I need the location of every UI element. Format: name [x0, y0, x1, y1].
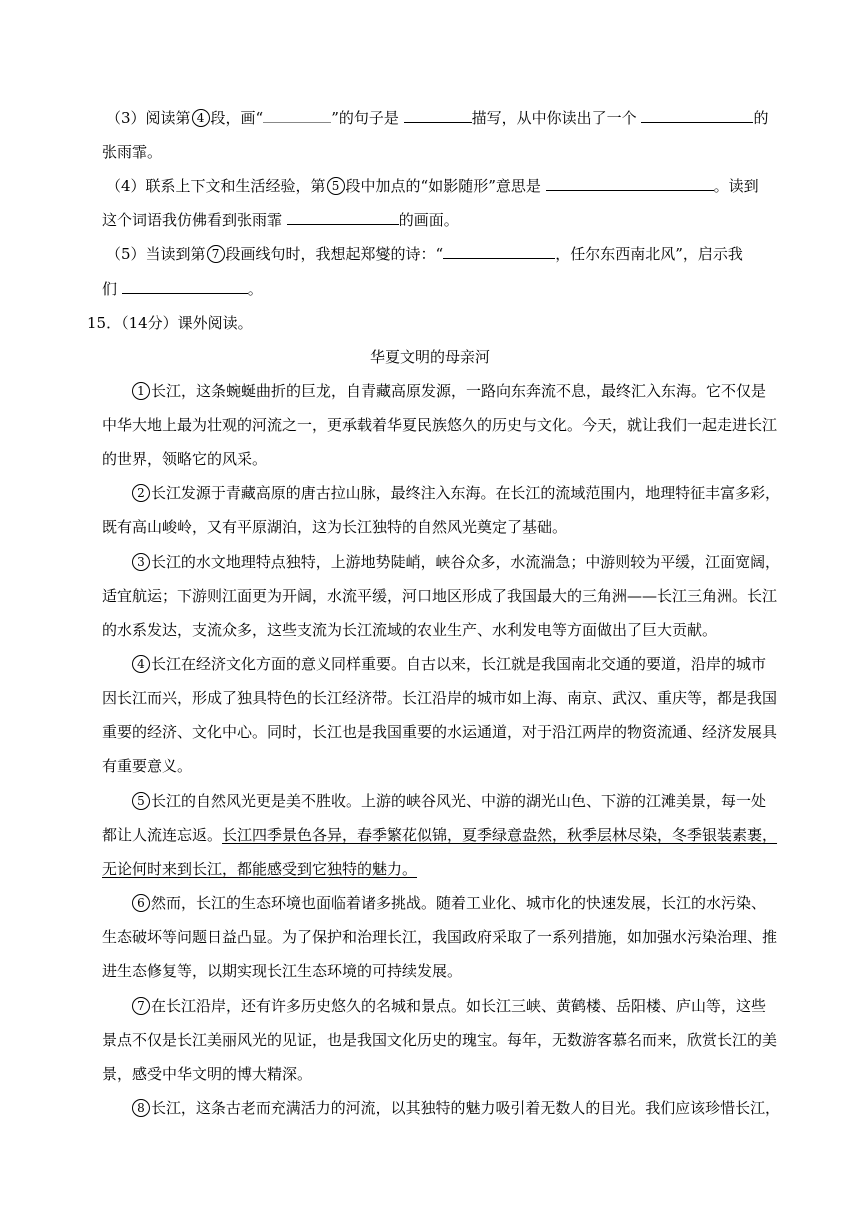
paragraph-3-line: 的水系发达，支流众多，这些支流为长江流域的农业生产、水利发电等方面做出了巨大贡献。 — [102, 621, 718, 639]
circled-number: 3 — [132, 553, 150, 571]
paragraph-1-line: 的世界，领略它的风采。 — [102, 450, 268, 468]
paragraph-2-line: 既有高山峻岭，又有平原湖泊，这为长江独特的自然风光奠定了基础。 — [102, 518, 568, 536]
circled-number: 7 — [132, 997, 150, 1015]
answer-blank[interactable] — [404, 108, 472, 123]
underlined-sentence: 长江四季景色各异，春季繁花似锦，夏季绿意盎然，秋季层林尽染，冬季银装素裹， — [222, 826, 778, 844]
paragraph-1-line: 中华大地上最为壮观的河流之一，更承载着华夏民族悠久的历史与文化。今天，就让我们一起走进长江 — [102, 416, 778, 434]
circled-number: 4 — [192, 109, 210, 127]
article-title: 华夏文明的母亲河 — [369, 348, 490, 366]
circled-number: 1 — [132, 382, 150, 400]
circled-number: 2 — [132, 484, 150, 502]
paragraph-5-line: 都让人流连忘返。长江四季景色各异，春季繁花似锦，夏季绿意盎然，秋季层林尽染，冬季银装素裹， — [102, 826, 778, 844]
answer-blank[interactable] — [641, 108, 753, 123]
paragraph-4-line: 重要的经济、文化中心。同时，长江也是我国重要的水运通道，对于沿江两岸的物资流通、经济发展具 — [102, 723, 778, 741]
paragraph-3-line: 适宜航运；下游则江面更为开阔，水流平缓，河口地区形成了我国最大的三角洲——长江三角洲。长江 — [102, 587, 778, 605]
paragraph-7-line: 景，感受中华文明的博大精深。 — [102, 1065, 313, 1083]
circled-number: 5 — [132, 792, 150, 810]
paragraph-6-line: 6 然而，长江的生态环境也面临着诸多挑战。随着工业化、城市化的快速发展，长江的水污染、 — [131, 892, 766, 914]
circled-number: 8 — [132, 1099, 150, 1117]
paragraph-6-line: 生态破坏等问题日益凸显。为了保护和治理长江，我国政府采取了一系列措施，如加强水污染治理、推 — [102, 928, 778, 946]
circled-number: 5 — [327, 177, 345, 195]
question-5-line-1: （5）当读到第 7 段画线句时，我想起郑燮的诗：“ ，任尔东西南北风”，启示我 — [106, 245, 743, 263]
circled-number: 4 — [132, 655, 150, 673]
paragraph-8-line: 8 长江，这条古老而充满活力的河流，以其独特的魅力吸引着无数人的目光。我们应该珍惜长江， — [131, 1097, 780, 1119]
answer-blank[interactable] — [122, 279, 248, 294]
paragraph-4-line: 因长江而兴，形成了独具特色的长江经济带。长江沿岸的城市如上海、南京、武汉、重庆等，都是我国 — [102, 689, 778, 707]
paragraph-6-line: 进生态修复等，以期实现长江生态环境的可持续发展。 — [102, 962, 463, 980]
question-3-prefix: （3）阅读第 — [106, 109, 191, 127]
answer-blank[interactable] — [443, 244, 555, 259]
paragraph-3-line: 3 长江的水文地理特点独特，上游地势陡峭，峡谷众多，水流湍急；中游则较为平缓，江面宽阔， — [131, 551, 780, 573]
paragraph-2-line: 2 长江发源于青藏高原的唐古拉山脉，最终注入东海。在长江的流域范围内，地理特征丰富多彩， — [131, 482, 780, 504]
question-3-line-1: （3）阅读第 4 段，画“ ”的句子是 描写，从中你读出了一个 的 — [106, 109, 769, 127]
paragraph-5-line: 5 长江的自然风光更是美不胜收。上游的峡谷风光、中游的湖光山色、下游的江滩美景，每一处 — [131, 790, 766, 812]
answer-blank[interactable] — [263, 108, 331, 123]
paragraph-5-line — [102, 858, 417, 880]
answer-blank[interactable] — [546, 176, 714, 191]
paragraph-4-line: 4 长江在经济文化方面的意义同样重要。自古以来，长江就是我国南北交通的要道，沿岸的城市 — [131, 653, 766, 675]
question-4-line-2: 这个词语我仿佛看到张雨霏 的画面。 — [102, 211, 459, 229]
question-4-line-1: （4）联系上下文和生活经验，第 5 段中加点的“如影随形”意思是 。读到 — [106, 177, 759, 195]
paragraph-7-line: 7 在长江沿岸，还有许多历史悠久的名城和景点。如长江三峡、黄鹤楼、岳阳楼、庐山等，这些 — [131, 995, 766, 1017]
question-15-label: 15．（14分）课外阅读。 — [87, 314, 253, 332]
answer-blank[interactable] — [287, 210, 399, 225]
paragraph-1-line: 1 长江，这条蜿蜒曲折的巨龙，自青藏高原发源，一路向东奔流不息，最终汇入东海。它不仅是 — [131, 380, 766, 402]
paragraph-7-line: 景点不仅是长江美丽风光的见证，也是我国文化历史的瑰宝。每年，无数游客慕名而来，欣赏长江的美 — [102, 1031, 778, 1049]
question-3-line-2: 张雨霏。 — [102, 143, 163, 161]
circled-number: 6 — [132, 894, 150, 912]
circled-number: 7 — [207, 245, 225, 263]
question-5-line-2: 们 。 — [102, 280, 263, 298]
paragraph-4-line: 有重要意义。 — [102, 757, 193, 775]
underlined-sentence: 无论何时来到长江，都能感受到它独特的魅力。 — [102, 860, 418, 878]
